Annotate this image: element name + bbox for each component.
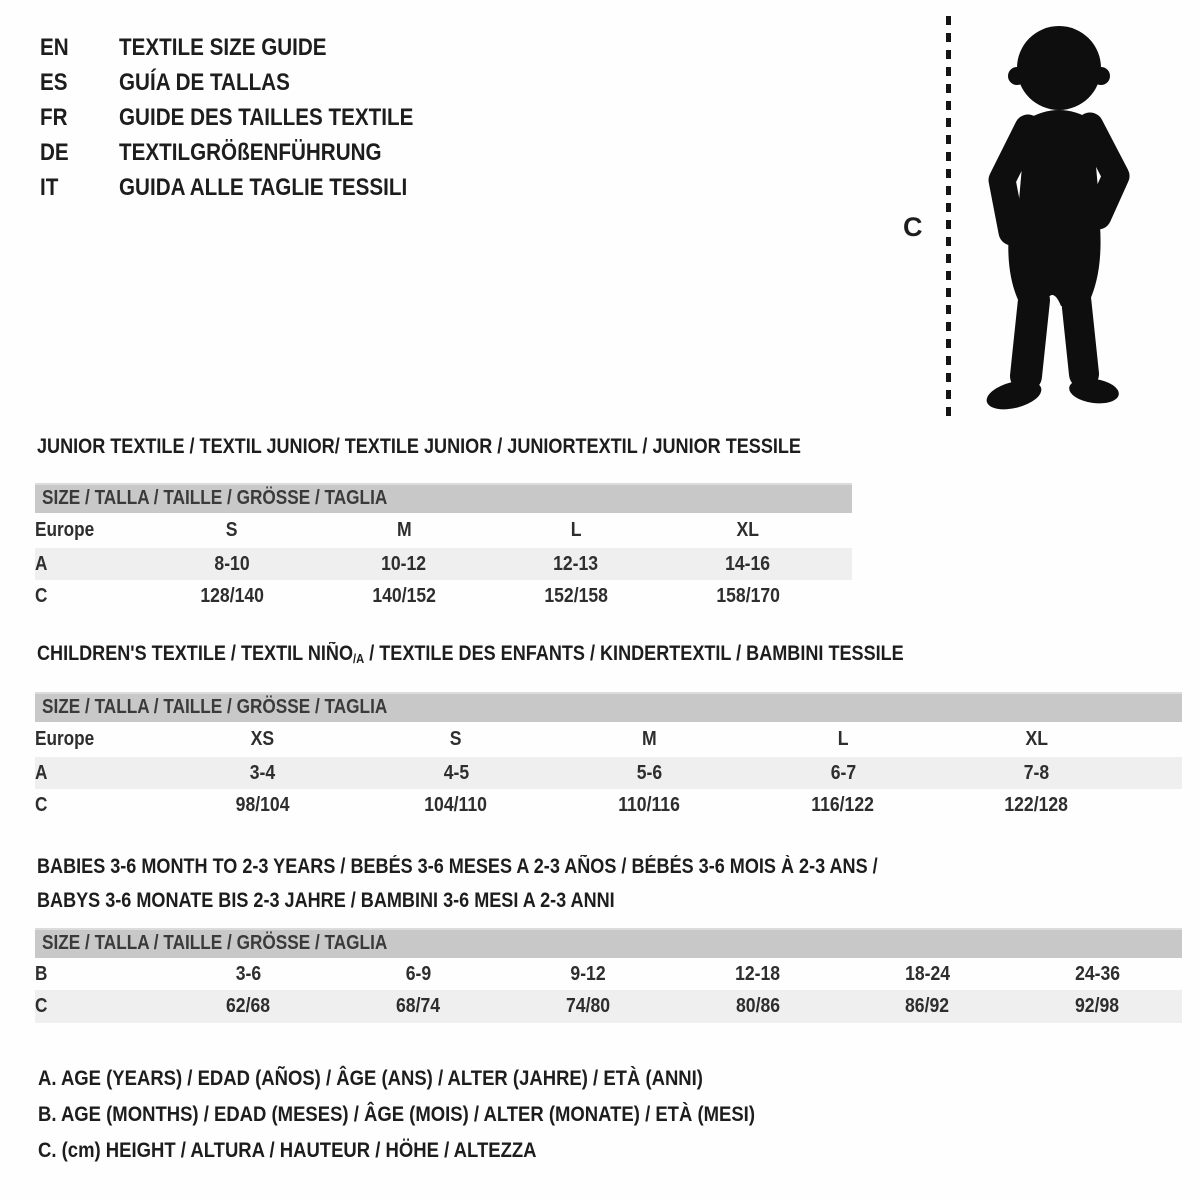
table-cell [940, 757, 1134, 789]
row-label [35, 513, 146, 548]
table-cell [318, 548, 490, 580]
language-row-es [40, 65, 461, 100]
cell-text: 110/116 [618, 794, 681, 816]
language-title: TEXTILE SIZE GUIDE [119, 33, 327, 61]
language-title: TEXTILGRÖßENFÜHRUNG [119, 138, 382, 166]
table-cell [503, 990, 673, 1023]
cell-text: 18-24 [904, 962, 950, 985]
cell-text: 122/128 [1004, 794, 1069, 816]
row-label-text: C [35, 995, 48, 1017]
cell-text: 92/98 [1075, 995, 1120, 1017]
language-row-fr [40, 100, 461, 135]
language-code [40, 139, 119, 167]
size-header-text: SIZE / TALLA / TAILLE / GRÖSSE / TAGLIA [42, 695, 388, 718]
table-row-height-cm [35, 580, 852, 613]
table-cell [333, 990, 503, 1023]
cell-text: 3-6 [235, 962, 262, 985]
children-section-title [37, 642, 1045, 666]
table-cell [490, 548, 662, 580]
language-row-en [40, 30, 461, 65]
legend [38, 1066, 872, 1174]
cell-text: 14-16 [725, 552, 771, 575]
cell-text: S [450, 728, 462, 750]
row-label-text: C [35, 585, 48, 607]
babies-section-title [37, 850, 1015, 918]
cell-text: 6-9 [405, 962, 431, 985]
table-cell [662, 548, 834, 580]
spacer-cell [1133, 789, 1182, 822]
table-cell [333, 958, 503, 990]
row-label-text: B [35, 962, 48, 985]
spacer-cell [834, 513, 852, 548]
table-row-europe [35, 513, 852, 548]
table-cell [146, 580, 318, 613]
row-label [35, 580, 146, 613]
legend-text: C. (cm) HEIGHT / ALTURA / HAUTEUR / HÖHE / ALTEZZA [38, 1138, 537, 1162]
table-cell [490, 513, 662, 548]
table-cell [673, 958, 843, 990]
table-cell [940, 722, 1134, 757]
height-measure-label: C [903, 212, 923, 242]
legend-line-height [38, 1138, 872, 1174]
table-header-row [35, 692, 1182, 722]
junior-section-title [37, 435, 925, 459]
language-code-text: FR [40, 103, 68, 131]
cell-text: 98/104 [235, 794, 290, 816]
language-code-text: DE [40, 138, 69, 166]
table-header-row [35, 483, 852, 513]
language-list [40, 30, 461, 205]
size-header-bar [35, 483, 852, 513]
table-cell [318, 580, 490, 613]
cell-text: L [570, 519, 582, 541]
legend-text: B. AGE (MONTHS) / EDAD (MESES) / ÂGE (MOIS) / ALTER (MONATE) / ETÀ (MESI) [38, 1102, 755, 1126]
cell-text: 62/68 [226, 995, 271, 1017]
table-cell [359, 789, 553, 822]
language-title: GUIDE DES TAILLES TEXTILE [119, 103, 414, 131]
table-cell [503, 958, 673, 990]
row-label-text: A [35, 761, 48, 784]
cell-text: XS [250, 728, 275, 750]
row-label-text: Europe [35, 728, 95, 750]
table-cell [662, 513, 834, 548]
cell-text: 7-8 [1023, 761, 1050, 784]
cell-text: 140/152 [372, 585, 436, 607]
cell-text: 12-13 [553, 552, 599, 575]
language-code [40, 174, 119, 202]
table-row-age-years [35, 757, 1182, 789]
table-cell [146, 548, 318, 580]
table-cell [842, 958, 1012, 990]
spacer-cell [834, 548, 852, 580]
table-cell [553, 789, 747, 822]
cell-text: 116/122 [811, 794, 875, 816]
table-cell [940, 789, 1134, 822]
row-label [35, 757, 166, 789]
table-row-height-cm [35, 990, 1182, 1023]
table-cell [746, 757, 940, 789]
size-header-bar [35, 928, 1182, 958]
row-label [35, 548, 146, 580]
language-title: GUIDA ALLE TAGLIE TESSILI [119, 173, 408, 201]
table-cell [359, 722, 553, 757]
table-row-age-months [35, 958, 1182, 990]
toddler-silhouette-icon [962, 14, 1144, 426]
size-header-text: SIZE / TALLA / TAILLE / GRÖSSE / TAGLIA [42, 931, 388, 954]
table-cell [163, 990, 333, 1023]
language-code [40, 34, 119, 62]
cell-text: 128/140 [200, 585, 264, 607]
language-code-text: IT [40, 173, 59, 201]
cell-text: 8-10 [214, 552, 250, 575]
cell-text: M [642, 728, 657, 750]
cell-text: 158/170 [716, 585, 780, 607]
language-code [40, 69, 119, 97]
row-label-text: A [35, 552, 48, 575]
table-cell [146, 513, 318, 548]
cell-text: 104/110 [424, 794, 488, 816]
cell-text: 5-6 [636, 761, 663, 784]
cell-text: 74/80 [565, 995, 610, 1017]
cell-text: 4-5 [443, 761, 469, 784]
row-label-text: Europe [35, 519, 95, 541]
spacer-cell [1133, 722, 1182, 757]
legend-line-age-months [38, 1102, 872, 1138]
cell-text: 86/92 [905, 995, 950, 1017]
language-code-text: EN [40, 33, 69, 61]
legend-line-age-years [38, 1066, 872, 1102]
title-suffix: / TEXTILE DES ENFANTS / KINDERTEXTIL / BAMBINI TESSILE [364, 642, 904, 665]
table-cell [166, 722, 360, 757]
size-header-bar [35, 692, 1182, 722]
table-cell [1012, 990, 1182, 1023]
cell-text: 24-36 [1074, 962, 1120, 985]
row-label-text: C [35, 794, 48, 816]
table-cell [490, 580, 662, 613]
size-header-text: SIZE / TALLA / TAILLE / GRÖSSE / TAGLIA [42, 486, 388, 509]
language-code [40, 104, 119, 132]
cell-text: M [396, 519, 412, 541]
table-cell [842, 990, 1012, 1023]
cell-text: 3-4 [249, 761, 276, 784]
junior-size-table [35, 483, 852, 613]
title-prefix: CHILDREN'S TEXTILE / TEXTIL NIÑO [37, 642, 354, 665]
children-section-title-text [37, 642, 904, 666]
cell-text: 80/86 [735, 995, 780, 1017]
table-cell [662, 580, 834, 613]
table-cell [746, 722, 940, 757]
row-label [35, 958, 163, 990]
babies-size-table [35, 928, 1182, 1023]
table-row-height-cm [35, 789, 1182, 822]
language-title: GUÍA DE TALLAS [119, 68, 290, 96]
cell-text: 12-18 [735, 962, 781, 985]
table-cell [746, 789, 940, 822]
row-label [35, 789, 166, 822]
table-cell [318, 513, 490, 548]
language-row-it [40, 170, 461, 205]
cell-text: XL [1025, 728, 1048, 750]
table-cell [1012, 958, 1182, 990]
cell-text: 6-7 [830, 761, 856, 784]
spacer-cell [1133, 757, 1182, 789]
table-cell [553, 757, 747, 789]
row-label [35, 722, 166, 757]
spacer-cell [834, 580, 852, 613]
title-subscript: /A [353, 651, 365, 666]
table-cell [166, 757, 360, 789]
legend-text: A. AGE (YEARS) / EDAD (AÑOS) / ÂGE (ANS) / ALTER (JAHRE) / ETÀ (ANNI) [38, 1066, 703, 1090]
table-cell [553, 722, 747, 757]
language-code-text: ES [40, 68, 68, 96]
cell-text: XL [736, 519, 760, 541]
cell-text: 68/74 [396, 995, 441, 1017]
table-header-row [35, 928, 1182, 958]
babies-title-line2: BABYS 3-6 MONATE BIS 2-3 JAHRE / BAMBINI 3-6 MESI A 2-3 ANNI [37, 889, 615, 912]
table-cell [359, 757, 553, 789]
cell-text: S [226, 519, 238, 541]
language-row-de [40, 135, 461, 170]
table-cell [166, 789, 360, 822]
cell-text: 9-12 [570, 962, 606, 985]
table-cell [163, 958, 333, 990]
height-measure-dashed-line [946, 16, 951, 416]
cell-text: 152/158 [544, 585, 608, 607]
cell-text: L [837, 728, 849, 750]
table-row-europe [35, 722, 1182, 757]
babies-title-line1: BABIES 3-6 MONTH TO 2-3 YEARS / BEBÉS 3-6 MESES A 2-3 AÑOS / BÉBÉS 3-6 MOIS À 2-3 ANS / [37, 855, 878, 878]
children-size-table [35, 692, 1182, 822]
cell-text: 10-12 [381, 552, 427, 575]
table-cell [673, 990, 843, 1023]
row-label [35, 990, 163, 1023]
junior-section-title-text: JUNIOR TEXTILE / TEXTIL JUNIOR/ TEXTILE JUNIOR / JUNIORTEXTIL / JUNIOR TESSILE [37, 435, 801, 458]
table-row-age-years [35, 548, 852, 580]
